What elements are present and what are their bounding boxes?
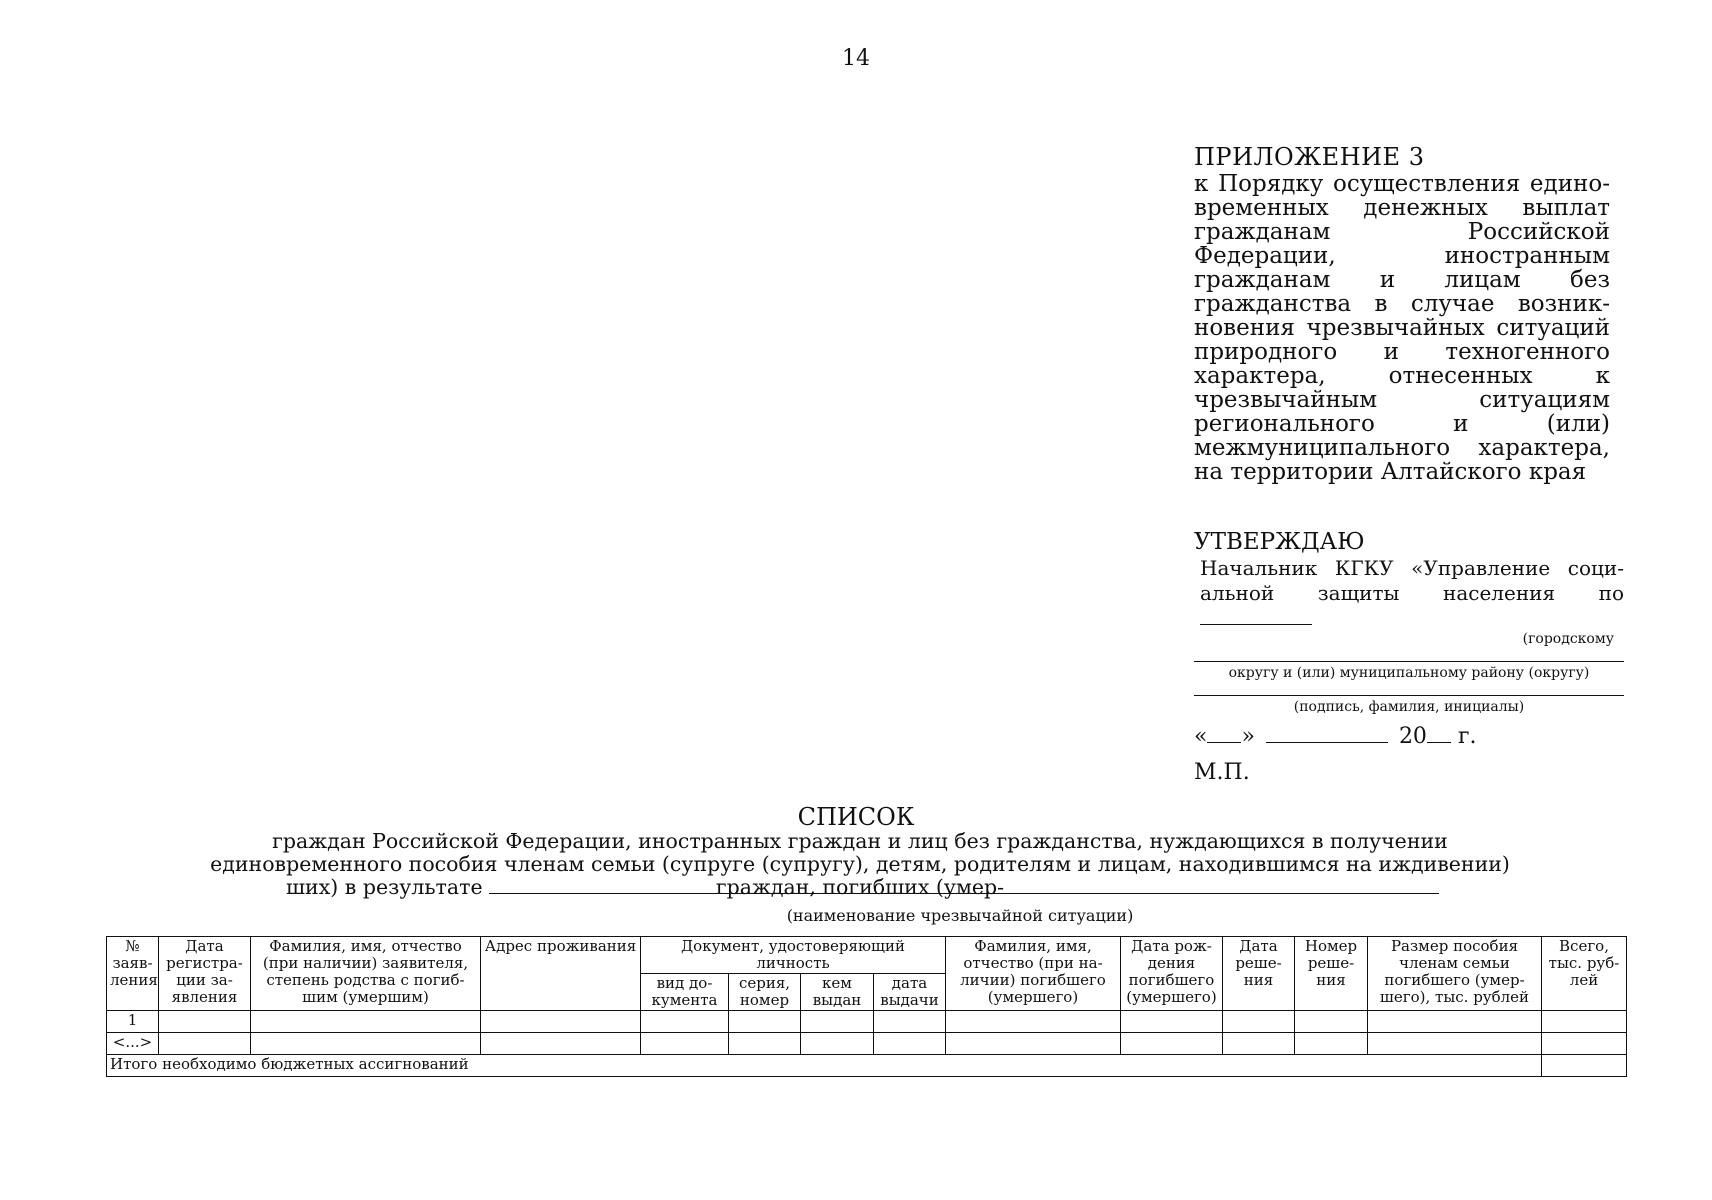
district-line bbox=[1194, 647, 1624, 662]
table-cell bbox=[946, 1011, 1121, 1033]
table-cell bbox=[1223, 1011, 1295, 1033]
header-doc-type: вид до-кумента bbox=[641, 974, 729, 1011]
table-cell bbox=[1368, 1011, 1542, 1033]
table-cell bbox=[481, 1033, 641, 1055]
total-value-cell bbox=[1542, 1055, 1627, 1077]
table-cell bbox=[729, 1011, 801, 1033]
signature-line bbox=[1194, 681, 1624, 696]
table-cell bbox=[1295, 1011, 1368, 1033]
table-cell bbox=[729, 1033, 801, 1055]
date-close-quote: » bbox=[1241, 724, 1255, 749]
approval-title: УТВЕРЖДАЮ bbox=[1194, 529, 1365, 555]
table-cell bbox=[946, 1033, 1121, 1055]
day-blank bbox=[1207, 724, 1241, 743]
table-row bbox=[107, 1033, 1627, 1055]
year-prefix: 20 bbox=[1398, 724, 1427, 749]
table-cell bbox=[1542, 1033, 1627, 1055]
table-cell bbox=[874, 1011, 946, 1033]
table-cell bbox=[1121, 1011, 1223, 1033]
subject-prefix: ших) в результате bbox=[286, 875, 483, 899]
approval-blank-line bbox=[1200, 606, 1312, 625]
approval-text bbox=[1194, 556, 1624, 631]
row-number: 1 bbox=[107, 1011, 159, 1033]
header-reg-date: Дата регистра-ции за-явления bbox=[159, 937, 251, 1011]
table-cell bbox=[1542, 1011, 1627, 1033]
table-cell bbox=[801, 1033, 874, 1055]
table-cell bbox=[801, 1011, 874, 1033]
caption-signature: (подпись, фамилия, инициалы) bbox=[1293, 699, 1525, 715]
table-cell bbox=[641, 1033, 729, 1055]
subject-caption: (наименование чрезвычайной ситуации) bbox=[786, 906, 1134, 925]
table-cell bbox=[1223, 1033, 1295, 1055]
year-blank bbox=[1427, 724, 1451, 743]
table-row bbox=[107, 1011, 1627, 1033]
table-cell bbox=[251, 1033, 481, 1055]
header-issue-date: дата выдачи bbox=[874, 974, 946, 1011]
approval-date bbox=[1194, 723, 1624, 751]
header-series: серия, номер bbox=[729, 974, 801, 1011]
table-cell bbox=[874, 1033, 946, 1055]
list-title: СПИСОК bbox=[797, 803, 915, 831]
header-total: Всего, тыс. руб-лей bbox=[1542, 937, 1627, 1011]
header-issued-by: кем выдан bbox=[801, 974, 874, 1011]
table-cell bbox=[251, 1011, 481, 1033]
caption-district: округу и (или) муниципальному району (округу) bbox=[1228, 665, 1590, 681]
table-cell bbox=[159, 1033, 251, 1055]
header-allowance: Размер пособия членам семьи погибшего (умер-шего), тыс. рублей bbox=[1368, 937, 1542, 1011]
header-address: Адрес проживания bbox=[481, 937, 641, 1011]
header-birth-date: Дата рож-дения погибшего (умершего) bbox=[1121, 937, 1223, 1011]
approval-block bbox=[1194, 528, 1624, 787]
header-deceased-name: Фамилия, имя, отчество (при на-личии) погибшего (умершего) bbox=[946, 937, 1121, 1011]
page-number: 14 bbox=[842, 46, 870, 71]
header-decision-date: Дата реше-ния bbox=[1223, 937, 1295, 1011]
header-id-document: Документ, удостоверяющий личность bbox=[641, 937, 946, 974]
total-row bbox=[107, 1055, 1627, 1077]
header-num: № заяв-ления bbox=[107, 937, 159, 1011]
approval-position: Начальник КГКУ «Управление социальной защиты населения по bbox=[1200, 556, 1624, 605]
table-cell bbox=[1121, 1033, 1223, 1055]
list-subtitle: граждан Российской Федерации, иностранных граждан и лиц без гражданства, нуждающихся в получении единовременного пособия членам семьи (супруге (супругу), детям, родителям и лицам, находившимся на иждивении) граждан, погибших (умер- bbox=[210, 829, 1510, 899]
header-row bbox=[107, 937, 1627, 974]
subject-blank bbox=[489, 876, 1439, 894]
year-suffix: г. bbox=[1457, 724, 1477, 749]
caption-city: (городскому bbox=[1522, 631, 1614, 647]
table-cell bbox=[1368, 1033, 1542, 1055]
month-blank bbox=[1266, 724, 1388, 743]
row-number: <...> bbox=[107, 1033, 159, 1055]
table-cell bbox=[159, 1011, 251, 1033]
stamp-place: М.П. bbox=[1194, 760, 1250, 785]
subject-line bbox=[286, 876, 1439, 899]
citizens-table bbox=[106, 936, 1627, 1077]
table-cell bbox=[641, 1011, 729, 1033]
header-applicant: Фамилия, имя, отчество (при наличии) заявителя, степень родства с погиб-шим (умершим) bbox=[251, 937, 481, 1011]
appendix-title: ПРИЛОЖЕНИЕ 3 bbox=[1194, 143, 1425, 171]
table-cell bbox=[481, 1011, 641, 1033]
header-decision-number: Номер реше-ния bbox=[1295, 937, 1368, 1011]
appendix-block bbox=[1194, 142, 1610, 484]
total-label: Итого необходимо бюджетных ассигнований bbox=[107, 1055, 1542, 1077]
appendix-text: к Порядку осуществления единовременных денежных выплат гражданам Российской Федерации, иностранным гражданам и лицам без гражданства в случае возникновения чрезвычайных ситуаций природного и техногенного характера, отнесенных к чрезвычайным ситуациям регионального и (или) межмуниципального характера, на территории Алтайского края bbox=[1194, 171, 1610, 485]
table-cell bbox=[1295, 1033, 1368, 1055]
date-open-quote: « bbox=[1194, 724, 1208, 749]
